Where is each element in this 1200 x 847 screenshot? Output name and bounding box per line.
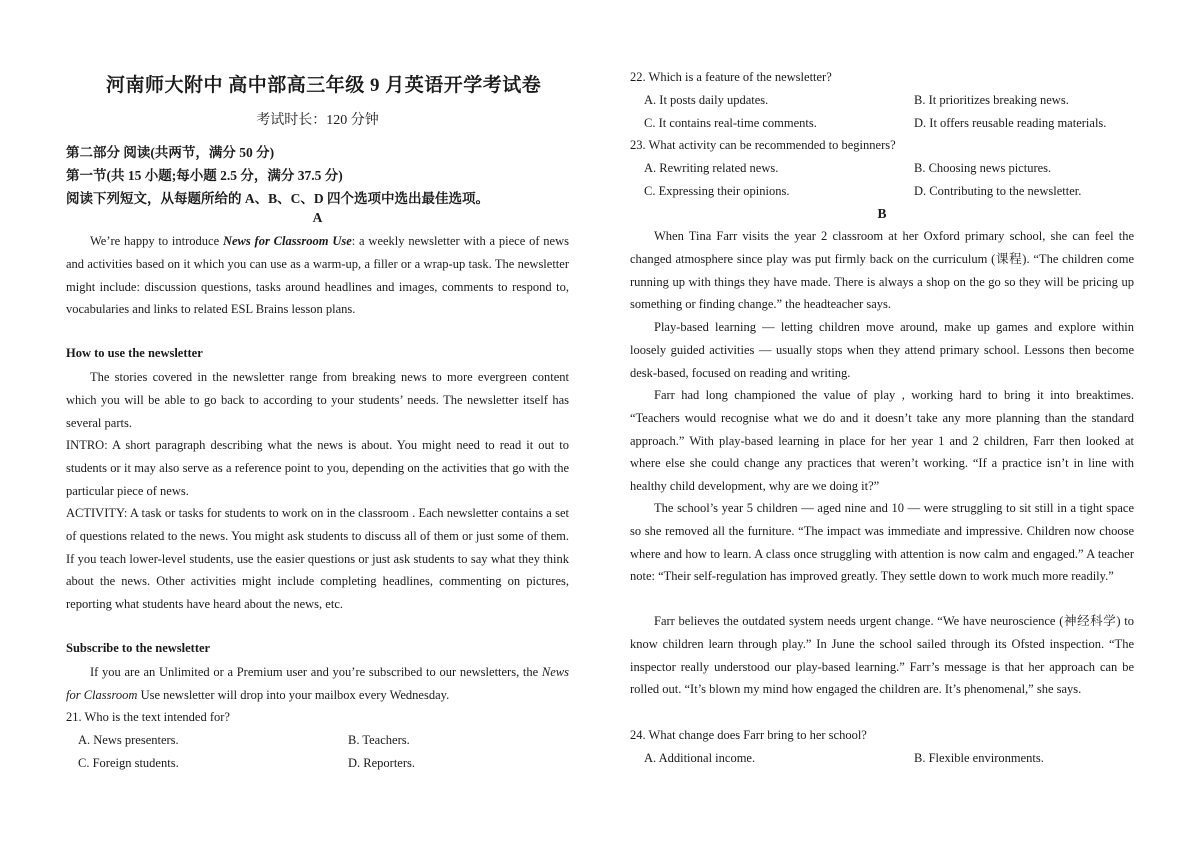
question-23-option-d: D. Contributing to the newsletter.: [914, 184, 1082, 198]
passage-a-letter: A: [312, 210, 323, 225]
question-24-stem: 24. What change does Farr bring to her school?: [630, 728, 867, 742]
question-21-option-b: B. Teachers.: [348, 733, 410, 747]
question-23-option-a: A. Rewriting related news.: [644, 161, 779, 175]
section-part-heading: 第二部分 阅读(共两节，满分 50 分): [66, 145, 275, 160]
question-22-option-b: B. It prioritizes breaking news.: [914, 93, 1069, 107]
passage-b-paragraph-2: Play-based learning — letting children move around, make up games and explore within loosely guided activities — usually stops when they attend primary school. Lessons then become desk-based, focused on reading and writing.: [630, 320, 1134, 380]
passage-a-subscribe-paragraph: If you are an Unlimited or a Premium user and you’re subscribed to our newsletters, the News for Classroom Use newsletter will drop into your mailbox every Wednesday.: [66, 665, 569, 702]
question-23-option-b: B. Choosing news pictures.: [914, 161, 1052, 175]
passage-b-paragraph-5: Farr believes the outdated system needs urgent change. “We have neuroscience (神经科学) to know children learn through play.” In June the school sailed through its Ofsted inspection. “The inspector really understood our play-based learning.” Farr’s message is that her approach can be rolled out. “It’s blown my mind how engaged the children are. It’s phenomenal,” she says.: [630, 614, 1134, 697]
question-23-stem: 23. What activity can be recommended to beginners?: [630, 138, 896, 152]
question-22-option-a: A. It posts daily updates.: [644, 93, 769, 107]
section-subpart-heading: 第一节(共 15 小题;每小题 2.5 分，满分 37.5 分): [66, 168, 343, 183]
question-21-stem: 21. Who is the text intended for?: [66, 710, 230, 724]
exam-title: 河南师大附中 高中部高三年级 9 月英语开学考试卷: [106, 75, 542, 96]
passage-b-paragraph-4: The school’s year 5 children — aged nine and 10 — were struggling to sit still in a tight space so she removed all the furniture. “The impact was immediate and impressive. Children now choose where and how to learn. A class once struggling with attention is now calm and engaged.” A teacher note: “Their self-regulation has improved greatly. They settle down to work much more readily.”: [630, 501, 1134, 584]
passage-a-intro: We’re happy to introduce News for Classroom Use: a weekly newsletter with a piece of news and activities based on it which you can use as a warm-up, a filler or a wrap-up task. The newsletter might include: discussion questions, tasks around headlines and images, comments to respond to, vocabularies and links to related ESL Brains lesson plans.: [66, 234, 569, 317]
passage-a-intro-part: INTRO: A short paragraph describing what the news is about. You might need to read it out to students or it may also serve as a reference point to you, depending on the activities that go with the particular piece of news.: [66, 438, 569, 498]
heading-how-to-use: How to use the newsletter: [66, 346, 203, 360]
section-instruction: 阅读下列短文，从每题所给的 A、B、C、D 四个选项中选出最佳选项。: [66, 191, 490, 206]
passage-b-paragraph-3: Farr had long championed the value of play , working hard to bring it into breaktimes. “Teachers would recognise what we do and it doesn’t take any more planning than the standard approach.” With play-based learning in place for her year 1 and 2 children, Farr then looked at where else she could change any practices that weren’t working. “If a practice isn’t in line with healthy child development, why are we doing it?”: [630, 388, 1134, 494]
question-22-option-d: D. It offers reusable reading materials.: [914, 116, 1107, 130]
question-24-option-b: B. Flexible environments.: [914, 751, 1044, 765]
question-21-option-c: C. Foreign students.: [78, 756, 179, 770]
exam-duration: 考试时长：120 分钟: [256, 113, 379, 128]
passage-b-letter: B: [877, 206, 887, 221]
question-24-option-a: A. Additional income.: [644, 751, 756, 765]
question-21-option-d: D. Reporters.: [348, 756, 415, 770]
question-21-option-a: A. News presenters.: [78, 733, 179, 747]
question-22-stem: 22. Which is a feature of the newsletter?: [630, 70, 832, 84]
passage-a-use-paragraph: The stories covered in the newsletter range from breaking news to more evergreen content which you will be able to go back to according to your students’ needs. The newsletter itself has several parts.: [66, 370, 569, 430]
question-22-option-c: C. It contains real-time comments.: [644, 116, 817, 130]
question-23-option-c: C. Expressing their opinions.: [644, 184, 790, 198]
passage-b-paragraph-1: When Tina Farr visits the year 2 classroom at her Oxford primary school, she can feel the changed atmosphere since play was put firmly back on the curriculum (课程). “The children come running up with things they have made. There is always a shop on the go so they will be pricing up something or finding change.” the headteacher says.: [630, 229, 1134, 312]
newsletter-title: News for Classroom Use: [222, 234, 352, 248]
heading-subscribe: Subscribe to the newsletter: [66, 641, 211, 655]
passage-a-activity-part: ACTIVITY: A task or tasks for students to work on in the classroom . Each newsletter contains a set of questions related to the news. You might ask students to discuss all of them or just some of them. If you teach lower-level students, use the easier questions or just ask students to say what they think about the news. Other activities might include completing headlines, commenting on pictures, reporting what students have heard about the news, etc.: [66, 506, 569, 612]
